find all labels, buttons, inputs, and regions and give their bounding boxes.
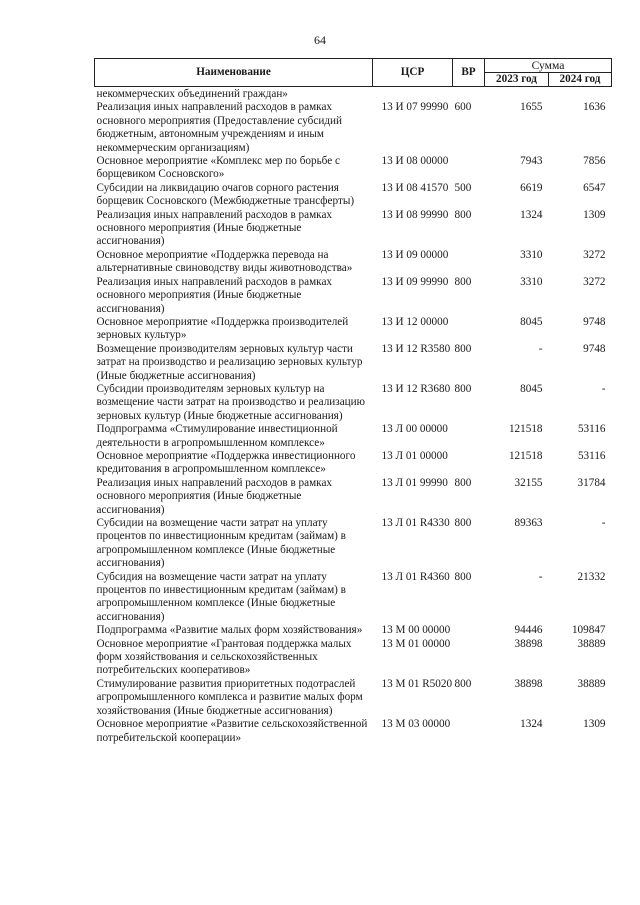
row-vr-cell: 800 bbox=[454, 677, 472, 690]
row-2023-cell: 1324 bbox=[520, 208, 543, 221]
row-2024-cell: 6547 bbox=[583, 181, 606, 194]
row-csr-cell: 13 И 12 R3580 bbox=[381, 342, 451, 355]
row-2023-cell bbox=[485, 87, 549, 102]
row-csr-cell: 13 Л 01 R4330 bbox=[381, 517, 450, 529]
row-2024-cell: 109847 bbox=[571, 624, 606, 637]
row-name-cell: Субсидия на возмещение части затрат на уплату процентов по инвестиционным кредитам (займам) в агропромышленном комплексе (Иные бюджетные ассигнования) bbox=[96, 570, 346, 623]
row-csr-cell: 13 М 00 00000 bbox=[381, 624, 451, 637]
row-2023-cell: - bbox=[538, 342, 543, 355]
row-name-cell: некоммерческих объединений граждан» bbox=[96, 88, 288, 100]
row-2024-cell: 3272 bbox=[583, 275, 606, 288]
table-row bbox=[95, 450, 612, 477]
header-year-2023: 2023 год bbox=[485, 73, 549, 87]
row-vr-cell: 600 bbox=[454, 101, 472, 114]
table-row bbox=[95, 423, 612, 450]
row-2023-cell: 38898 bbox=[514, 677, 543, 690]
row-vr-cell bbox=[453, 316, 485, 343]
table-row bbox=[95, 316, 612, 343]
row-vr-cell bbox=[453, 450, 485, 477]
table-row bbox=[95, 276, 612, 316]
row-2023-cell: 121518 bbox=[508, 423, 543, 436]
row-csr-cell: 13 И 08 99990 bbox=[381, 208, 449, 221]
row-name-cell: Основное мероприятие «Поддержка инвестиционного кредитования в агропромышленном комплексе» bbox=[96, 449, 356, 476]
row-csr-cell: 13 И 12 00000 bbox=[381, 315, 449, 328]
row-name-cell: Основное мероприятие «Комплекс мер по борьбе с борщевиком Сосновского» bbox=[96, 155, 340, 181]
row-name-cell: Реализация иных направлений расходов в рамках основного мероприятия (Иные бюджетные ассигнования) bbox=[96, 476, 333, 516]
row-vr-cell: 800 bbox=[454, 476, 472, 489]
row-2024-cell: - bbox=[601, 382, 606, 395]
row-2024-cell: 3272 bbox=[583, 248, 606, 261]
row-2024-cell: 53116 bbox=[577, 449, 606, 462]
table-row bbox=[95, 638, 612, 678]
row-vr-cell: 800 bbox=[454, 208, 472, 221]
table-row bbox=[95, 155, 612, 182]
row-2023-cell: 8045 bbox=[520, 382, 543, 395]
row-name-cell: Реализация иных направлений расходов в рамках основного мероприятия (Иные бюджетные ассигнования) bbox=[96, 208, 333, 248]
row-2024-cell: 38889 bbox=[577, 677, 606, 690]
row-vr-cell: 800 bbox=[454, 382, 472, 395]
table-row bbox=[95, 517, 612, 571]
row-name-cell: Основное мероприятие «Поддержка перевода на альтернативные свиноводству виды животноводства» bbox=[96, 248, 353, 275]
table-row bbox=[95, 624, 612, 637]
table-row bbox=[95, 718, 612, 745]
header-vr: ВР bbox=[453, 59, 485, 87]
row-csr-cell: 13 И 08 00000 bbox=[381, 155, 449, 168]
table-row bbox=[95, 477, 612, 517]
row-2023-cell: 94446 bbox=[514, 624, 543, 637]
page-number: 64 bbox=[314, 33, 326, 47]
table-row bbox=[95, 87, 612, 102]
row-vr-cell bbox=[453, 624, 485, 637]
row-csr-cell: 13 Л 01 R4360 bbox=[381, 570, 450, 583]
row-name-cell: Подпрограмма «Стимулирование инвестиционной деятельности в агропромышленном комплексе» bbox=[96, 423, 338, 449]
row-2023-cell: 121518 bbox=[508, 449, 543, 462]
row-name-cell: Подпрограмма «Развитие малых форм хозяйствования» bbox=[96, 624, 363, 637]
row-vr-cell bbox=[453, 718, 485, 745]
table-header bbox=[95, 59, 612, 87]
row-2024-cell: - bbox=[601, 517, 606, 529]
row-2023-cell: 38898 bbox=[514, 637, 543, 650]
row-2023-cell: 8045 bbox=[520, 315, 543, 328]
row-2024-cell: 21332 bbox=[577, 570, 606, 583]
table-row bbox=[95, 101, 612, 155]
row-2024-cell: 1636 bbox=[583, 101, 606, 114]
row-name-cell: Субсидии на ликвидацию очагов сорного растения борщевик Сосновского (Межбюджетные трансферты) bbox=[96, 181, 355, 208]
row-csr-cell: 13 И 09 99990 bbox=[381, 275, 449, 288]
row-vr-cell bbox=[453, 423, 485, 450]
row-2023-cell: 6619 bbox=[520, 181, 543, 194]
row-name-cell: Основное мероприятие «Грантовая поддержка малых форм хозяйствования и сельскохозяйственных потребительских кооперативов» bbox=[96, 637, 352, 677]
row-name-cell: Возмещение производителям зерновых культур части затрат на производство и реализацию зерновых культур (Иные бюджетные ассигнования) bbox=[96, 342, 363, 382]
row-vr-cell: 800 bbox=[454, 570, 472, 583]
row-csr-cell: 13 И 08 41570 bbox=[381, 181, 449, 194]
header-name: Наименование bbox=[95, 59, 373, 87]
row-2024-cell: 38889 bbox=[577, 637, 606, 650]
row-2023-cell: 1324 bbox=[520, 718, 543, 731]
row-name-cell: Стимулирование развития приоритетных подотраслей агропромышленного комплекса и развитие малых форм хозяйствования (Иные бюджетные ассигнования) bbox=[96, 677, 363, 717]
row-2023-cell: 7943 bbox=[520, 155, 543, 168]
table-row bbox=[95, 571, 612, 625]
row-csr-cell: 13 Л 00 00000 bbox=[381, 423, 448, 436]
row-vr-cell: 800 bbox=[454, 275, 472, 288]
row-2024-cell: 1309 bbox=[583, 718, 606, 731]
table-row bbox=[95, 182, 612, 209]
row-csr-cell: 13 М 03 00000 bbox=[381, 718, 451, 731]
table-row bbox=[95, 249, 612, 276]
row-csr-cell: 13 И 12 R3680 bbox=[381, 382, 451, 395]
row-csr-cell: 13 Л 01 99990 bbox=[381, 476, 448, 489]
row-vr-cell: 800 bbox=[454, 342, 472, 355]
row-name-cell: Субсидии производителям зерновых культур на возмещение части затрат на производство и реализацию зерновых культур (Иные бюджетные ассигнования) bbox=[96, 382, 366, 422]
row-csr-cell bbox=[373, 87, 453, 102]
row-name-cell: Реализация иных направлений расходов в рамках основного мероприятия (Предоставление субсидий бюджетным, автономным учреждениям и иным некоммерческим организациям) bbox=[96, 101, 342, 154]
row-name-cell: Основное мероприятие «Поддержка производителей зерновых культур» bbox=[96, 315, 349, 342]
row-2024-cell: 9748 bbox=[583, 315, 606, 328]
table-row bbox=[95, 209, 612, 249]
row-2024-cell: 1309 bbox=[583, 208, 606, 221]
budget-table bbox=[94, 58, 612, 745]
table-row bbox=[95, 343, 612, 383]
row-2023-cell: 89363 bbox=[514, 517, 543, 529]
row-2023-cell: - bbox=[538, 570, 543, 583]
row-2023-cell: 1655 bbox=[520, 101, 543, 114]
row-2024-cell bbox=[549, 87, 612, 102]
row-vr-cell bbox=[453, 87, 485, 102]
row-csr-cell: 13 И 07 99990 bbox=[381, 101, 449, 114]
row-vr-cell: 500 bbox=[454, 181, 472, 194]
header-year-2024: 2024 год bbox=[549, 73, 612, 87]
table-body bbox=[95, 87, 612, 745]
row-csr-cell: 13 М 01 00000 bbox=[381, 637, 451, 650]
row-2023-cell: 3310 bbox=[520, 275, 543, 288]
row-name-cell: Реализация иных направлений расходов в рамках основного мероприятия (Иные бюджетные ассигнования) bbox=[96, 275, 333, 315]
table-row bbox=[95, 678, 612, 718]
row-vr-cell bbox=[453, 638, 485, 678]
row-name-cell: Основное мероприятие «Развитие сельскохозяйственной потребительской кооперации» bbox=[96, 718, 368, 744]
row-csr-cell: 13 И 09 00000 bbox=[381, 248, 449, 261]
row-2024-cell: 31784 bbox=[577, 476, 606, 489]
header-sum: Сумма bbox=[485, 59, 612, 73]
row-2024-cell: 53116 bbox=[577, 423, 606, 436]
row-csr-cell: 13 М 01 R5020 bbox=[381, 677, 453, 690]
row-vr-cell: 800 bbox=[454, 517, 472, 529]
row-csr-cell: 13 Л 01 00000 bbox=[381, 449, 448, 462]
row-name-cell: Субсидии на возмещение части затрат на уплату процентов по инвестиционным кредитам (займам) в агропромышленном комплексе (Иные бюджетные ассигнования) bbox=[96, 517, 346, 570]
row-2024-cell: 9748 bbox=[583, 342, 606, 355]
row-2023-cell: 32155 bbox=[514, 476, 543, 489]
row-vr-cell bbox=[453, 249, 485, 276]
row-2023-cell: 3310 bbox=[520, 248, 543, 261]
row-vr-cell bbox=[453, 155, 485, 182]
table-row bbox=[95, 383, 612, 423]
row-2024-cell: 7856 bbox=[583, 155, 606, 168]
header-csr: ЦСР bbox=[373, 59, 453, 87]
